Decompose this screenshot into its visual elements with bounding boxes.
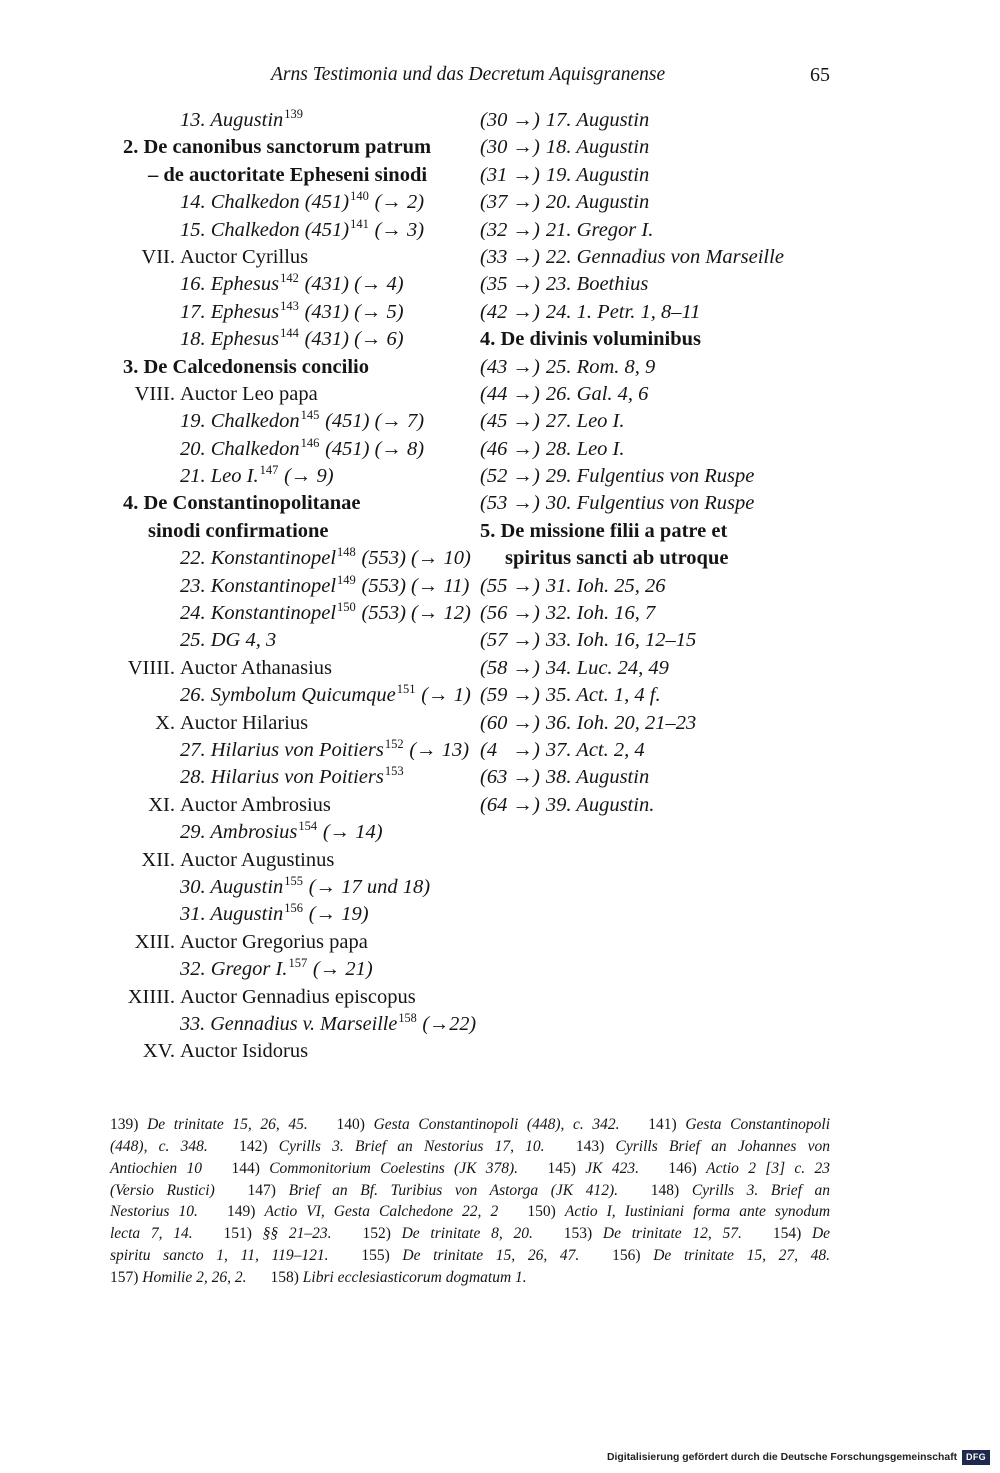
footnote-item [648, 1116, 830, 1133]
footnote-marker: 150 [337, 600, 356, 615]
author-number: XIIII. [127, 985, 175, 1008]
testimony-entry [0, 271, 478, 298]
entry-text-group [180, 326, 404, 355]
testimony-entry [0, 573, 478, 600]
footnote-text: (Versio Rustici) [110, 1181, 215, 1199]
entry-text-group [180, 764, 404, 793]
footnote-item [527, 1203, 830, 1220]
testimony-entry [0, 408, 478, 435]
running-head-title: Arns Testimonia und das Decretum Aquisgranense [271, 64, 666, 85]
cross-reference-target: 17. Augustin [545, 109, 650, 131]
author-number: VIII. [134, 382, 175, 405]
footnote-number: 156) [612, 1247, 641, 1265]
footnote-text: De trinitate 8, 20. [401, 1225, 533, 1243]
author-line [0, 381, 478, 408]
author-line [0, 655, 478, 682]
footnote-item [612, 1247, 830, 1264]
cross-reference-source: (33 →) [480, 245, 540, 268]
cross-reference-line [480, 710, 980, 737]
entry-text-group [180, 545, 471, 574]
cross-reference-target: 19. Augustin [545, 163, 650, 186]
entry-reference: (451) (→ 7) [325, 410, 425, 433]
footnote-marker: 147 [259, 463, 279, 478]
footnote-item [110, 1182, 215, 1199]
entry-text-group [180, 463, 334, 492]
footnote-text: Homilie 2, 26, 2. [142, 1269, 247, 1287]
footnote-line [110, 1245, 830, 1267]
section-heading: 3. De Calcedonensis concilio [123, 355, 369, 378]
cross-reference-line [480, 682, 980, 709]
entry-text-group [180, 874, 430, 903]
entry-reference: (431) (→ 6) [304, 328, 404, 351]
footnote-item [564, 1225, 742, 1242]
cross-reference-source: (42 →) [480, 300, 540, 323]
entry-title: 28. Hilarius von Poitiers [180, 766, 384, 789]
entry-title: 24. Konstantinopel [180, 602, 337, 625]
entry-title: 29. Ambrosius [180, 821, 298, 844]
cross-reference-source: (63 →) [480, 766, 540, 789]
footnote-number: 144) [231, 1159, 260, 1177]
footnote-text: Cyrills Brief an Johannes von [615, 1137, 831, 1155]
footnote-number: 153) [563, 1225, 593, 1243]
footnote-number: 142) [239, 1137, 268, 1155]
entry-text-group [180, 1011, 476, 1040]
testimony-entry [0, 545, 478, 572]
footnote-line [110, 1158, 830, 1180]
testimony-entry [0, 764, 478, 791]
right-column-list [480, 107, 980, 819]
cross-reference-target: 35. Act. 1, 4 f. [545, 684, 661, 707]
footnote-text: Antiochien 10 [110, 1159, 202, 1177]
entry-title: 33. Gennadius v. Marseille [180, 1012, 398, 1035]
testimony-entry [0, 217, 478, 244]
cross-reference-source: (45 →) [480, 410, 540, 433]
entry-title: 26. Symbolum Quicumque [180, 684, 396, 707]
footnote-text: lecta 7, 14. [110, 1225, 193, 1243]
digitization-credit: Digitalisierung gefördert durch die Deutsche Forschungsgemeinschaft [607, 1451, 958, 1463]
entry-reference: (431) (→ 5) [304, 300, 404, 323]
cross-reference-line [480, 381, 980, 408]
footnote-number: 154) [772, 1225, 802, 1243]
entry-title: 13. Augustin [180, 109, 284, 131]
footnote-text: Actio I, Iustiniani forma ante synodum [564, 1203, 831, 1221]
section-heading: 5. De missione filii a patre et [480, 519, 728, 542]
footnote-number: 158) [270, 1269, 299, 1287]
cross-reference-target: 22. Gennadius von Marseille [545, 245, 784, 268]
cross-reference-source: (55 →) [480, 574, 540, 597]
footnote-marker: 148 [337, 545, 356, 560]
author-name: Auctor Hilarius [180, 711, 309, 734]
cross-reference-target: 37. Act. 2, 4 [545, 738, 645, 761]
footnote-marker: 141 [350, 216, 369, 231]
testimony-entry [0, 819, 478, 846]
footnote-item [651, 1182, 830, 1199]
entry-reference: (→ 3) [374, 218, 425, 241]
author-name: Auctor Isidorus [180, 1040, 309, 1063]
cross-reference-source: (53 →) [480, 492, 540, 515]
footnote-item [224, 1225, 332, 1242]
entry-text-group [180, 956, 373, 985]
entry-title: 22. Konstantinopel [180, 547, 337, 570]
cross-reference-source: (37 →) [480, 191, 540, 214]
footnote-item [337, 1116, 620, 1133]
footnote-item [110, 1203, 198, 1220]
entry-text-group [180, 189, 424, 218]
testimony-entry [0, 107, 478, 134]
cross-reference-line [480, 463, 980, 490]
footnote-text: Actio VI, Gesta Calchedone 22, 2 [264, 1203, 499, 1221]
cross-reference-line [480, 217, 980, 244]
entry-text-group [180, 436, 424, 465]
footnote-line [110, 1201, 830, 1223]
cross-reference-source: (56 →) [480, 602, 540, 625]
footnote-number: 141) [648, 1116, 677, 1133]
cross-reference-source: (52 →) [480, 465, 540, 488]
footnote-text: Nestorius 10. [110, 1203, 198, 1221]
cross-reference-line [480, 189, 980, 216]
cross-reference-source: (30 →) [480, 109, 540, 131]
author-name: Auctor Cyrillus [180, 245, 309, 268]
cross-reference-source: (31 →) [480, 163, 540, 186]
footnote-marker: 152 [384, 736, 404, 751]
entry-title: 30. Augustin [180, 875, 284, 898]
entry-reference: (→ 1) [421, 684, 471, 707]
entry-text-group [180, 819, 383, 848]
cross-reference-source: (46 →) [480, 437, 540, 460]
cross-reference-target: 23. Boethius [545, 273, 649, 296]
footnote-number: 140) [336, 1116, 365, 1133]
cross-reference-source: (43 →) [480, 355, 540, 378]
footnote-number: 157) [110, 1269, 139, 1287]
cross-reference-line [480, 107, 980, 134]
entry-title: 31. Augustin [180, 903, 284, 926]
footnote-item [239, 1138, 544, 1155]
entry-title: 18. Ephesus [180, 328, 280, 351]
entry-reference: (553) (→ 10) [361, 547, 471, 570]
author-name: Auctor Athanasius [180, 656, 333, 679]
cross-reference-line [480, 737, 980, 764]
section-heading: 4. De Constantinopolitanae [123, 492, 361, 515]
author-number: XII. [141, 848, 175, 871]
entry-text-group [180, 627, 276, 654]
footnote-text: Cyrills 3. Brief an Nestorius 17, 10. [278, 1137, 545, 1155]
cross-reference-line [480, 134, 980, 161]
entry-text-group [180, 217, 424, 246]
footnote-item [668, 1160, 830, 1177]
footnote-number: 139) [110, 1116, 139, 1133]
entry-title: 20. Chalkedon [180, 437, 300, 460]
footnotes [110, 1114, 830, 1289]
author-line [0, 984, 478, 1011]
entry-reference: (→ 9) [284, 465, 334, 488]
author-number: XV. [142, 1040, 175, 1063]
entry-text-group [180, 299, 404, 328]
entry-reference: (→ 21) [312, 958, 373, 981]
footnote-text: Gesta Constantinopoli [685, 1116, 831, 1133]
testimony-entry [0, 326, 478, 353]
entry-text-group [180, 737, 469, 766]
entry-reference: (431) (→ 4) [304, 273, 404, 296]
cross-reference-source: (44 →) [480, 382, 540, 405]
cross-reference-line [480, 600, 980, 627]
cross-reference-line [480, 573, 980, 600]
section-heading: 4. De divinis voluminibus [480, 328, 702, 351]
author-line [0, 792, 478, 819]
cross-reference-line [480, 299, 980, 326]
cross-reference-target: 21. Gregor I. [545, 218, 654, 241]
cross-reference-line [480, 244, 980, 271]
entry-title: 21. Leo I. [180, 465, 259, 488]
entry-reference: (→ 14) [322, 821, 383, 844]
footnote-text: De [811, 1225, 831, 1243]
entry-reference: (→ 17 und 18) [308, 875, 431, 898]
footnote-number: 146) [668, 1159, 697, 1177]
footnote-line [110, 1267, 830, 1289]
cross-reference-source: (57 →) [480, 629, 540, 652]
footnote-marker: 146 [300, 435, 320, 450]
cross-reference-target: 33. Ioh. 16, 12–15 [545, 629, 697, 652]
section-heading: 2. De canonibus sanctorum patrum [123, 136, 432, 159]
footnote-text: Commonitorium Coelestins (JK 378). [269, 1159, 519, 1177]
entry-title: 27. Hilarius von Poitiers [180, 738, 384, 761]
footnote-text: Libri ecclesiasticorum dogmatum 1. [302, 1269, 527, 1287]
cross-reference-line [480, 436, 980, 463]
footnote-item [110, 1269, 246, 1286]
footnote-item [227, 1203, 498, 1220]
footnote-item [361, 1247, 579, 1264]
entry-title: 14. Chalkedon (451) [180, 191, 350, 214]
footnote-item [773, 1225, 830, 1242]
author-name: Auctor Gregorius papa [180, 930, 368, 953]
cross-reference-source: (4 →) [480, 738, 540, 761]
footnote-marker: 140 [350, 189, 369, 204]
footnote-text: Cyrills 3. Brief an [691, 1181, 831, 1199]
running-head [0, 61, 1000, 89]
footnote-number: 155) [361, 1247, 390, 1265]
footnote-item [362, 1225, 532, 1242]
cross-reference-source: (59 →) [480, 684, 540, 707]
footnote-number: 152) [362, 1225, 391, 1243]
cross-reference-source: (35 →) [480, 273, 540, 296]
entry-title: 17. Ephesus [180, 300, 280, 323]
footnote-text: De trinitate 15, 26, 45. [147, 1116, 308, 1133]
footnote-marker: 158 [398, 1010, 417, 1025]
cross-reference-line [480, 162, 980, 189]
testimony-entry [0, 874, 478, 901]
cross-reference-target: 36. Ioh. 20, 21–23 [545, 711, 697, 734]
entry-reference: (→ 19) [308, 903, 369, 926]
author-number: VIIII. [127, 656, 175, 679]
entry-text-group [180, 682, 471, 711]
testimony-entry [0, 299, 478, 326]
footnote-marker: 145 [300, 408, 320, 423]
author-line [0, 929, 478, 956]
cross-reference-target: 28. Leo I. [545, 437, 625, 460]
author-name: Auctor Leo papa [180, 382, 318, 405]
entry-text-group [180, 901, 369, 930]
footnote-item [110, 1116, 308, 1133]
footnote-marker: 142 [280, 271, 299, 286]
entry-title: 15. Chalkedon (451) [180, 218, 350, 241]
footnote-number: 143) [575, 1137, 605, 1155]
left-column-list [0, 107, 478, 1066]
footnote-marker: 143 [280, 298, 299, 313]
author-line [0, 1038, 478, 1065]
footnote-marker: 144 [280, 326, 299, 341]
footnote-line [110, 1223, 830, 1245]
footnote-item [231, 1160, 518, 1177]
testimony-entry [0, 600, 478, 627]
footnote-marker: 156 [284, 901, 304, 916]
cross-reference-line [480, 764, 980, 791]
testimony-entry [0, 436, 478, 463]
cross-reference-line [480, 490, 980, 517]
footnote-item [576, 1138, 830, 1155]
footnote-item [110, 1225, 193, 1242]
footnote-text: De trinitate 15, 26, 47. [402, 1247, 580, 1265]
cross-reference-target: 38. Augustin [545, 766, 650, 789]
cross-reference-line [480, 271, 980, 298]
footnote-marker: 153 [384, 764, 404, 779]
entry-text-group [180, 600, 471, 629]
footnote-marker: 155 [284, 873, 304, 888]
cross-reference-target: 29. Fulgentius von Ruspe [545, 465, 755, 488]
section-heading-continued: sinodi confirmatione [148, 519, 329, 542]
footnote-item [271, 1269, 527, 1286]
footnote-number: 149) [227, 1203, 256, 1221]
entry-reference: (553) (→ 12) [361, 602, 471, 625]
cross-reference-target: 39. Augustin. [545, 793, 655, 816]
author-line [0, 244, 478, 271]
footnote-text: JK 423. [585, 1159, 639, 1177]
entry-reference: (553) (→ 11) [361, 574, 470, 597]
testimony-entry [0, 682, 478, 709]
testimony-entry [0, 1011, 478, 1038]
entry-title: 32. Gregor I. [180, 958, 288, 981]
cross-reference-target: 20. Augustin [545, 191, 650, 214]
section-heading-continued: – de auctoritate Epheseni sinodi [148, 163, 428, 186]
entry-text-group [180, 573, 469, 602]
footnote-number: 151) [223, 1225, 252, 1243]
footnote-marker: 149 [337, 572, 356, 587]
cross-reference-source: (60 →) [480, 711, 540, 734]
dfg-logo: DFG [962, 1450, 990, 1465]
footnote-item [110, 1247, 328, 1264]
testimony-entry [0, 463, 478, 490]
testimony-entry [0, 737, 478, 764]
footnote-marker: 157 [288, 956, 308, 971]
cross-reference-target: 32. Ioh. 16, 7 [545, 602, 656, 625]
footnote-item [110, 1160, 202, 1177]
footnote-marker: 139 [284, 107, 304, 121]
cross-reference-line [480, 792, 980, 819]
author-line [0, 710, 478, 737]
cross-reference-source: (30 →) [480, 136, 540, 159]
author-name: Auctor Augustinus [180, 848, 335, 871]
cross-reference-target: 30. Fulgentius von Ruspe [545, 492, 755, 515]
footnote-line [110, 1136, 830, 1158]
section-heading-continued: spiritus sancti ab utroque [505, 547, 729, 570]
entry-text-group [180, 408, 424, 437]
footnote-line [110, 1180, 830, 1202]
footnote-text: §§ 21–23. [262, 1225, 332, 1243]
author-number: XIII. [134, 930, 175, 953]
footnote-item [248, 1182, 619, 1199]
footnote-item [110, 1138, 208, 1155]
footnote-text: spiritu sancto 1, 11, 119–121. [110, 1247, 329, 1265]
testimony-entry [0, 901, 478, 928]
footnote-text: Actio 2 [3] c. 23 [706, 1159, 831, 1177]
footnote-number: 145) [547, 1159, 576, 1177]
testimony-entry [0, 627, 478, 654]
footnote-text: De trinitate 15, 27, 48. [653, 1247, 831, 1265]
cross-reference-target: 25. Rom. 8, 9 [545, 355, 656, 378]
footnote-text: Brief an Bf. Turibius von Astorga (JK 412). [288, 1181, 619, 1199]
cross-reference-line [480, 354, 980, 381]
entry-text-group [180, 107, 303, 136]
footnote-text: (448), c. 348. [110, 1137, 208, 1155]
entry-title: 19. Chalkedon [180, 410, 300, 433]
author-line [0, 847, 478, 874]
footnote-text: De trinitate 12, 57. [602, 1225, 742, 1243]
entry-text-group [180, 271, 404, 300]
footnote-line [110, 1114, 830, 1136]
footnote-marker: 154 [298, 819, 318, 834]
author-number: X. [155, 711, 175, 734]
cross-reference-target: 34. Luc. 24, 49 [545, 656, 669, 679]
cross-reference-line [480, 655, 980, 682]
testimony-entry [0, 956, 478, 983]
entry-title: 23. Konstantinopel [180, 574, 337, 597]
entry-reference: (→ 2) [374, 191, 425, 214]
entry-title: 16. Ephesus [180, 273, 280, 296]
entry-reference: (451) (→ 8) [325, 437, 425, 460]
entry-reference: (→22) [422, 1012, 477, 1035]
cross-reference-line [480, 627, 980, 654]
page-number: 65 [810, 64, 830, 86]
author-number: XI. [148, 793, 175, 816]
author-number: VII. [141, 245, 175, 268]
author-name: Auctor Ambrosius [180, 793, 331, 816]
footnote-number: 148) [650, 1181, 680, 1199]
testimony-entry [0, 189, 478, 216]
entry-reference: (→ 13) [409, 738, 470, 761]
footnote-number: 147) [247, 1181, 276, 1199]
cross-reference-target: 18. Augustin [545, 136, 650, 159]
cross-reference-source: (58 →) [480, 656, 540, 679]
cross-reference-target: 27. Leo I. [545, 410, 625, 433]
footnote-marker: 151 [396, 682, 416, 697]
footnote-text: Gesta Constantinopoli (448), c. 342. [373, 1116, 620, 1133]
footnote-number: 150) [527, 1203, 556, 1221]
footnote-item [548, 1160, 639, 1177]
cross-reference-target: 31. Ioh. 25, 26 [545, 574, 666, 597]
cross-reference-source: (32 →) [480, 218, 540, 241]
cross-reference-source: (64 →) [480, 793, 540, 816]
cross-reference-line [480, 408, 980, 435]
cross-reference-target: 26. Gal. 4, 6 [545, 382, 649, 405]
cross-reference-target: 24. 1. Petr. 1, 8–11 [545, 300, 701, 323]
author-name: Auctor Gennadius episcopus [180, 985, 416, 1008]
entry-title: 25. DG 4, 3 [180, 629, 277, 652]
